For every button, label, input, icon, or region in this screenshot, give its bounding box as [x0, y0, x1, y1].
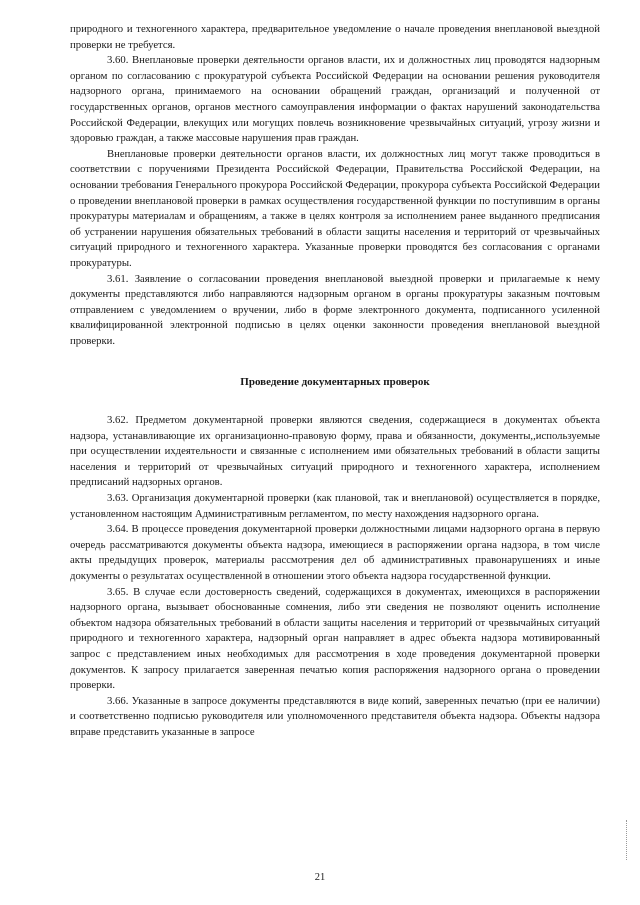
paragraph-3-61: 3.61. Заявление о согласовании проведения внеплановой выездной проверки и прилагаемые к нему документы представляются либо направляются надзорным органом в органы прокуратуры заказным почтовым отправлением с уведомлением о вручении, либо в форме электронного документа, подписанного усиленной квалифицированной электронной подписью в целях оценки законности проведения внеплановой выездной проверки.: [70, 272, 600, 347]
scan-edge-mark: [626, 820, 630, 860]
paragraph-continuation: природного и техногенного характера, предварительное уведомление о начале проведения внеплановой выездной проверки не требуется.: [70, 23, 600, 51]
paragraph-3-62: 3.62. Предметом документарной проверки являются сведения, содержащиеся в документах объекта надзора, устанавливающие их организационно-правовую форму, права и обязанности, документы,,используемые при осуществлении иxдеятельности и связанные с исполнением ими обязательных требований в области защиты населения и территорий от чрезвычайных ситуаций природного и техногенного характера, исполнением предписаний надзорных органов.: [70, 414, 600, 489]
section-heading: Проведение документарных проверок: [240, 376, 430, 389]
paragraph-3-60: 3.60. Внеплановые проверки деятельности органов власти, их и должностных лиц проводятся надзорным органом по согласованию с прокуратурой субъекта Российской Федерации на основании решения руководителя надзорного органа, принимаемого на основании обращений граждан, организаций и полученной от государственных органов, органов местного самоуправления информации о фактах нарушений законодательства Российской Федерации, влекущих или могущих повлечь возникновение чрезвычайных ситуаций, угрозу жизни и здоровью граждан, а также массовые нарушения прав граждан.: [70, 54, 600, 145]
document-body: [70, 22, 600, 741]
paragraph-3-64: 3.64. В процессе проведения документарной проверки должностными лицами надзорного органа в первую очередь рассматриваются документы объекта надзора, имеющиеся в распоряжении органа надзора, в том числе акты предыдущих проверок, материалы рассмотрения дел об административных правонарушениях и иные документы о результатах осуществленной в отношении этого объекта надзора государственной функции.: [70, 523, 600, 582]
paragraph-unscheduled-inspections: Внеплановые проверки деятельности органов власти, их должностных лиц могут также проводиться в соответствии с поручениями Президента Российской Федерации, Правительства Российской Федерации, на основании требования Генерального прокурора Российской Федерации, прокурора субъекта Российской Федерации о проведении внеплановой проверки в рамках осуществления государственной функции по поступившим в органы прокуратуры материалам и обращениям, а также в целях контроля за исполнением ранее выданного предписания об устранении нарушения обязательных требований в области защиты населения и территорий от чрезвычайных ситуаций природного и техногенного характера. Указанные проверки проводятся без согласования с органами прокуратуры.: [70, 147, 600, 269]
paragraph-3-63: 3.63. Организация документарной проверки (как плановой, так и внеплановой) осуществляется в порядке, установленном настоящим Административным регламентом, по месту нахождения надзорного органа.: [70, 492, 600, 520]
paragraph-3-66: 3.66. Указанные в запросе документы представляются в виде копий, заверенных печатью (при ее наличии) и соответственно подписью руководителя или уполномоченного представителя объекта надзора. Объекты надзора вправе представить указанные в запросе: [70, 694, 600, 738]
paragraph-3-65: 3.65. В случае если достоверность сведений, содержащихся в документах, имеющихся в распоряжении надзорного органа, вызывает обоснованные сомнения, либо эти сведения не позволяют оценить исполнение объектом надзора обязательных требований в области защиты населения и территорий от чрезвычайных ситуаций природного и техногенного характера, надзорный орган направляет в адрес объекта надзора мотивированный запрос с представлением иных необходимых для рассмотрения в ходе проведения документарной проверки документов. К запросу прилагается заверенная печатью копия распоряжения надзорного органа о проведении проверки.: [70, 585, 600, 692]
page-number: 21: [314, 872, 326, 883]
